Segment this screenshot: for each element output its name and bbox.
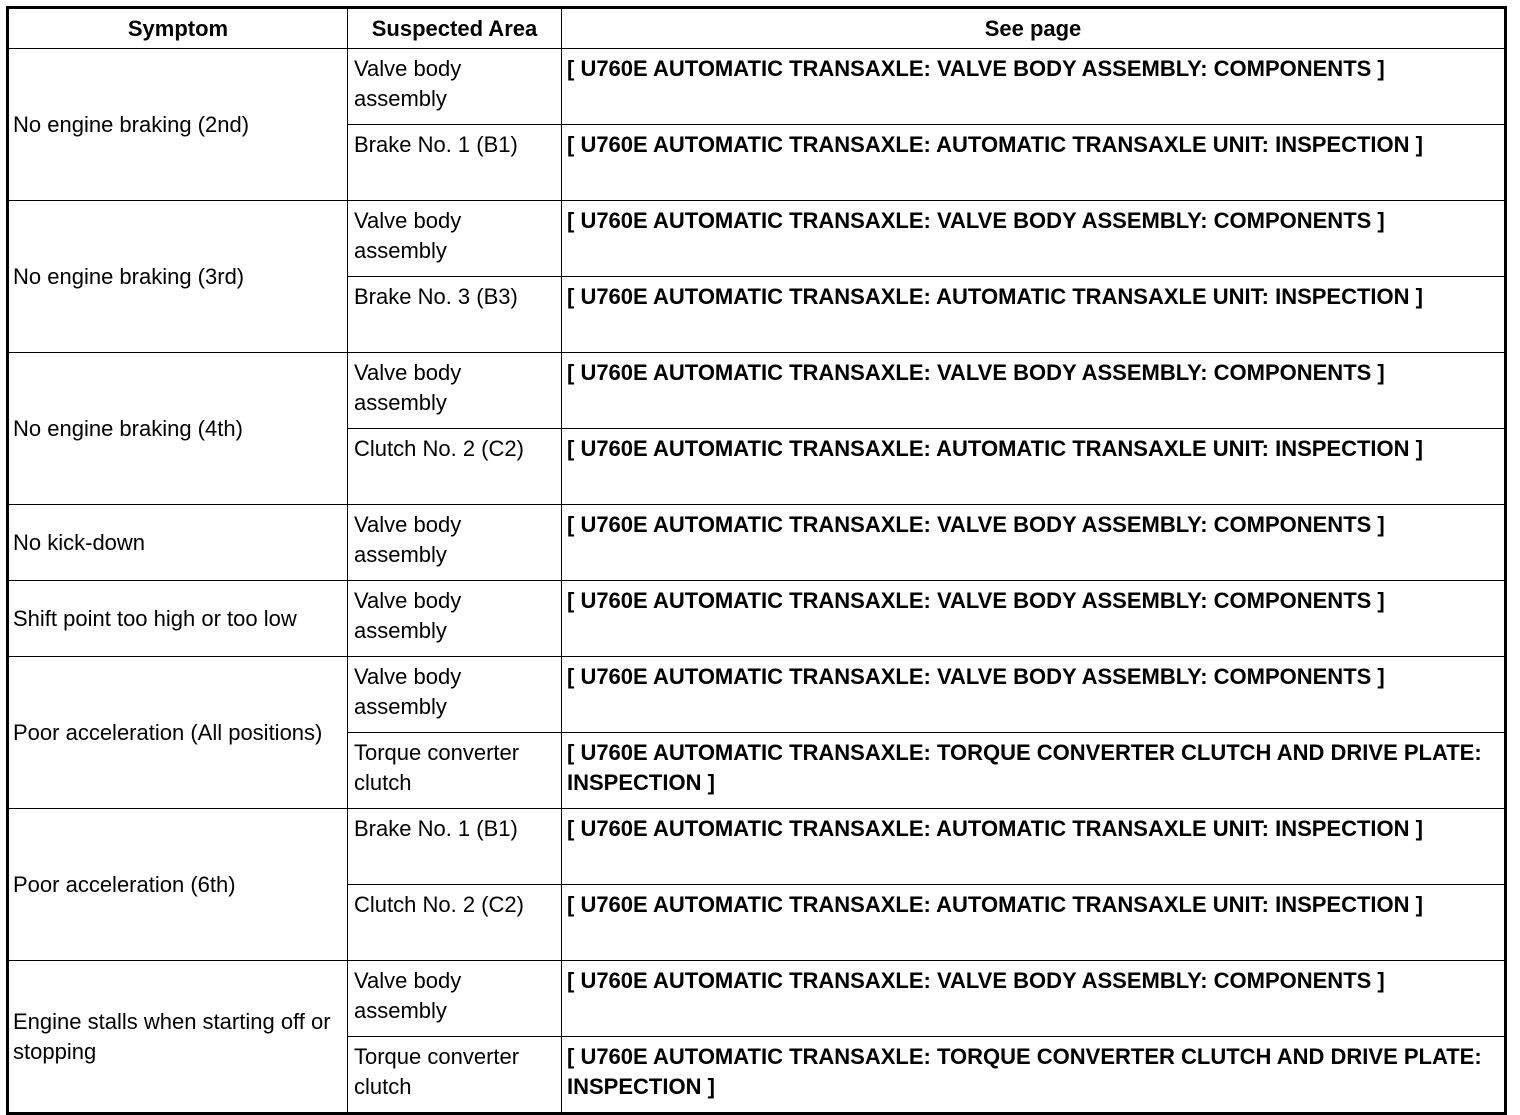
header-suspected-area: Suspected Area — [348, 8, 562, 49]
suspected-area-cell: Valve body assembly — [348, 353, 562, 429]
see-page-reference[interactable]: [ U760E AUTOMATIC TRANSAXLE: AUTOMATIC TRANSAXLE UNIT: INSPECTION ] — [562, 885, 1506, 961]
symptom-table — [6, 6, 1507, 1115]
suspected-area-cell: Brake No. 1 (B1) — [348, 809, 562, 885]
suspected-area-cell: Clutch No. 2 (C2) — [348, 885, 562, 961]
symptom-cell: No kick-down — [8, 505, 348, 581]
suspected-area-cell: Torque converter clutch — [348, 733, 562, 809]
table-row — [8, 505, 1506, 581]
see-page-reference[interactable]: [ U760E AUTOMATIC TRANSAXLE: VALVE BODY ASSEMBLY: COMPONENTS ] — [562, 49, 1506, 125]
see-page-reference[interactable]: [ U760E AUTOMATIC TRANSAXLE: VALVE BODY ASSEMBLY: COMPONENTS ] — [562, 657, 1506, 733]
see-page-reference[interactable]: [ U760E AUTOMATIC TRANSAXLE: AUTOMATIC TRANSAXLE UNIT: INSPECTION ] — [562, 277, 1506, 353]
suspected-area-cell: Torque converter clutch — [348, 1037, 562, 1114]
symptom-cell: Shift point too high or too low — [8, 581, 348, 657]
header-symptom: Symptom — [8, 8, 348, 49]
suspected-area-cell: Valve body assembly — [348, 201, 562, 277]
symptom-cell: Poor acceleration (6th) — [8, 809, 348, 961]
table-row — [8, 961, 1506, 1037]
suspected-area-cell: Clutch No. 2 (C2) — [348, 429, 562, 505]
see-page-reference[interactable]: [ U760E AUTOMATIC TRANSAXLE: AUTOMATIC TRANSAXLE UNIT: INSPECTION ] — [562, 429, 1506, 505]
table-row — [8, 581, 1506, 657]
see-page-reference[interactable]: [ U760E AUTOMATIC TRANSAXLE: VALVE BODY ASSEMBLY: COMPONENTS ] — [562, 201, 1506, 277]
suspected-area-cell: Brake No. 3 (B3) — [348, 277, 562, 353]
see-page-reference[interactable]: [ U760E AUTOMATIC TRANSAXLE: VALVE BODY ASSEMBLY: COMPONENTS ] — [562, 353, 1506, 429]
table-row — [8, 49, 1506, 125]
suspected-area-cell: Valve body assembly — [348, 581, 562, 657]
suspected-area-cell: Valve body assembly — [348, 505, 562, 581]
suspected-area-cell: Valve body assembly — [348, 961, 562, 1037]
symptom-cell: Poor acceleration (All positions) — [8, 657, 348, 809]
see-page-reference[interactable]: [ U760E AUTOMATIC TRANSAXLE: VALVE BODY ASSEMBLY: COMPONENTS ] — [562, 961, 1506, 1037]
see-page-reference[interactable]: [ U760E AUTOMATIC TRANSAXLE: TORQUE CONVERTER CLUTCH AND DRIVE PLATE: INSPECTION ] — [562, 1037, 1506, 1114]
suspected-area-cell: Valve body assembly — [348, 657, 562, 733]
see-page-reference[interactable]: [ U760E AUTOMATIC TRANSAXLE: AUTOMATIC TRANSAXLE UNIT: INSPECTION ] — [562, 809, 1506, 885]
table-row — [8, 353, 1506, 429]
symptom-cell: No engine braking (4th) — [8, 353, 348, 505]
see-page-reference[interactable]: [ U760E AUTOMATIC TRANSAXLE: VALVE BODY ASSEMBLY: COMPONENTS ] — [562, 505, 1506, 581]
see-page-reference[interactable]: [ U760E AUTOMATIC TRANSAXLE: VALVE BODY ASSEMBLY: COMPONENTS ] — [562, 581, 1506, 657]
see-page-reference[interactable]: [ U760E AUTOMATIC TRANSAXLE: AUTOMATIC TRANSAXLE UNIT: INSPECTION ] — [562, 125, 1506, 201]
symptom-cell: No engine braking (3rd) — [8, 201, 348, 353]
suspected-area-cell: Valve body assembly — [348, 49, 562, 125]
table-row — [8, 201, 1506, 277]
header-see-page: See page — [562, 8, 1506, 49]
suspected-area-cell: Brake No. 1 (B1) — [348, 125, 562, 201]
symptom-cell: Engine stalls when starting off or stopping — [8, 961, 348, 1114]
header-row — [8, 8, 1506, 49]
see-page-reference[interactable]: [ U760E AUTOMATIC TRANSAXLE: TORQUE CONVERTER CLUTCH AND DRIVE PLATE: INSPECTION ] — [562, 733, 1506, 809]
table-row — [8, 657, 1506, 733]
symptom-cell: No engine braking (2nd) — [8, 49, 348, 201]
table-row — [8, 809, 1506, 885]
